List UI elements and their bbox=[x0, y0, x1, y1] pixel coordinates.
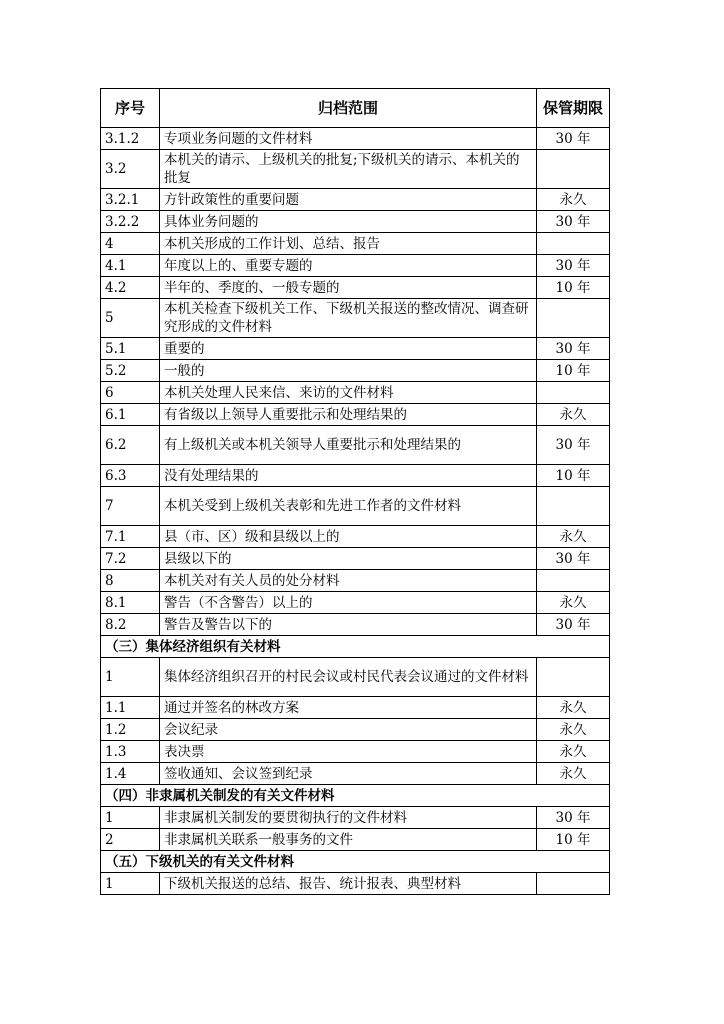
serial-number-cell: 1.2 bbox=[101, 719, 160, 741]
serial-number-cell: 2 bbox=[101, 829, 160, 851]
retention-cell: 30 年 bbox=[537, 128, 610, 150]
scope-cell: 具体业务问题的 bbox=[160, 211, 537, 233]
retention-cell bbox=[537, 487, 610, 526]
table-row bbox=[101, 592, 610, 614]
table-row bbox=[101, 548, 610, 570]
serial-number-cell: 1.1 bbox=[101, 697, 160, 719]
section-title: （五）下级机关的有关文件材料 bbox=[101, 851, 610, 873]
table-row bbox=[101, 807, 610, 829]
table-row bbox=[101, 741, 610, 763]
serial-number-cell: 5 bbox=[101, 299, 160, 338]
scope-cell: 本机关检查下级机关工作、下级机关报送的整改情况、调查研究形成的文件材料 bbox=[160, 299, 537, 338]
table-row bbox=[101, 873, 610, 895]
scope-cell: 表决票 bbox=[160, 741, 537, 763]
serial-number-cell: 1.3 bbox=[101, 741, 160, 763]
scope-cell: 签收通知、会议签到纪录 bbox=[160, 763, 537, 785]
scope-cell: 方针政策性的重要问题 bbox=[160, 189, 537, 211]
table-row bbox=[101, 658, 610, 697]
scope-cell: 警告（不含警告）以上的 bbox=[160, 592, 537, 614]
table-row bbox=[101, 382, 610, 404]
table-row bbox=[101, 526, 610, 548]
scope-cell: 专项业务问题的文件材料 bbox=[160, 128, 537, 150]
table-row bbox=[101, 255, 610, 277]
serial-number-cell: 1.4 bbox=[101, 763, 160, 785]
serial-number-cell: 6.1 bbox=[101, 404, 160, 426]
scope-cell: 本机关受到上级机关表彰和先进工作者的文件材料 bbox=[160, 487, 537, 526]
table-row bbox=[101, 211, 610, 233]
table-header-row bbox=[101, 89, 610, 128]
retention-cell: 10 年 bbox=[537, 465, 610, 487]
table-row bbox=[101, 150, 610, 189]
scope-cell: 县（市、区）级和县级以上的 bbox=[160, 526, 537, 548]
scope-cell: 下级机关报送的总结、报告、统计报表、典型材料 bbox=[160, 873, 537, 895]
retention-cell: 30 年 bbox=[537, 338, 610, 360]
scope-cell: 非隶属机关联系一般事务的文件 bbox=[160, 829, 537, 851]
retention-cell: 永久 bbox=[537, 404, 610, 426]
scope-cell: 通过并签名的林改方案 bbox=[160, 697, 537, 719]
retention-cell: 永久 bbox=[537, 526, 610, 548]
header-serial-number: 序号 bbox=[101, 89, 160, 128]
scope-cell: 集体经济组织召开的村民会议或村民代表会议通过的文件材料 bbox=[160, 658, 537, 697]
retention-cell bbox=[537, 299, 610, 338]
retention-cell: 永久 bbox=[537, 741, 610, 763]
table-row bbox=[101, 719, 610, 741]
retention-cell: 30 年 bbox=[537, 807, 610, 829]
serial-number-cell: 6.2 bbox=[101, 426, 160, 465]
table-row bbox=[101, 189, 610, 211]
retention-cell bbox=[537, 570, 610, 592]
serial-number-cell: 6 bbox=[101, 382, 160, 404]
retention-cell: 30 年 bbox=[537, 614, 610, 636]
table-row bbox=[101, 763, 610, 785]
table-row bbox=[101, 697, 610, 719]
table-row bbox=[101, 426, 610, 465]
retention-cell: 永久 bbox=[537, 697, 610, 719]
scope-cell: 非隶属机关制发的要贯彻执行的文件材料 bbox=[160, 807, 537, 829]
serial-number-cell: 3.1.2 bbox=[101, 128, 160, 150]
serial-number-cell: 1 bbox=[101, 873, 160, 895]
retention-cell: 永久 bbox=[537, 763, 610, 785]
scope-cell: 有上级机关或本机关领导人重要批示和处理结果的 bbox=[160, 426, 537, 465]
retention-cell: 30 年 bbox=[537, 211, 610, 233]
table-row bbox=[101, 233, 610, 255]
retention-cell bbox=[537, 382, 610, 404]
serial-number-cell: 3.2.1 bbox=[101, 189, 160, 211]
retention-cell bbox=[537, 873, 610, 895]
scope-cell: 半年的、季度的、一般专题的 bbox=[160, 277, 537, 299]
serial-number-cell: 8 bbox=[101, 570, 160, 592]
serial-number-cell: 7 bbox=[101, 487, 160, 526]
retention-cell bbox=[537, 658, 610, 697]
scope-cell: 有省级以上领导人重要批示和处理结果的 bbox=[160, 404, 537, 426]
serial-number-cell: 1 bbox=[101, 658, 160, 697]
scope-cell: 警告及警告以下的 bbox=[160, 614, 537, 636]
retention-cell: 30 年 bbox=[537, 255, 610, 277]
section-row bbox=[101, 636, 610, 658]
section-title: （四）非隶属机关制发的有关文件材料 bbox=[101, 785, 610, 807]
scope-cell: 重要的 bbox=[160, 338, 537, 360]
retention-cell bbox=[537, 233, 610, 255]
serial-number-cell: 8.1 bbox=[101, 592, 160, 614]
table-row bbox=[101, 299, 610, 338]
retention-cell: 10 年 bbox=[537, 829, 610, 851]
serial-number-cell: 4.2 bbox=[101, 277, 160, 299]
scope-cell: 没有处理结果的 bbox=[160, 465, 537, 487]
table-row bbox=[101, 570, 610, 592]
serial-number-cell: 1 bbox=[101, 807, 160, 829]
retention-cell: 永久 bbox=[537, 189, 610, 211]
header-retention-period: 保管期限 bbox=[537, 89, 610, 128]
section-title: （三）集体经济组织有关材料 bbox=[101, 636, 610, 658]
scope-cell: 一般的 bbox=[160, 360, 537, 382]
header-archive-scope: 归档范围 bbox=[160, 89, 537, 128]
table-row bbox=[101, 277, 610, 299]
section-row bbox=[101, 851, 610, 873]
scope-cell: 本机关处理人民来信、来访的文件材料 bbox=[160, 382, 537, 404]
archive-retention-table bbox=[100, 88, 610, 895]
scope-cell: 县级以下的 bbox=[160, 548, 537, 570]
scope-cell: 本机关的请示、上级机关的批复;下级机关的请示、本机关的批复 bbox=[160, 150, 537, 189]
scope-cell: 会议纪录 bbox=[160, 719, 537, 741]
serial-number-cell: 5.2 bbox=[101, 360, 160, 382]
table-row bbox=[101, 465, 610, 487]
retention-cell: 永久 bbox=[537, 592, 610, 614]
scope-cell: 本机关对有关人员的处分材料 bbox=[160, 570, 537, 592]
table-row bbox=[101, 829, 610, 851]
table-row bbox=[101, 338, 610, 360]
retention-cell: 10 年 bbox=[537, 360, 610, 382]
retention-cell: 30 年 bbox=[537, 548, 610, 570]
retention-cell: 10 年 bbox=[537, 277, 610, 299]
serial-number-cell: 3.2 bbox=[101, 150, 160, 189]
serial-number-cell: 4 bbox=[101, 233, 160, 255]
table-row bbox=[101, 487, 610, 526]
serial-number-cell: 7.2 bbox=[101, 548, 160, 570]
serial-number-cell: 6.3 bbox=[101, 465, 160, 487]
scope-cell: 年度以上的、重要专题的 bbox=[160, 255, 537, 277]
table-row bbox=[101, 128, 610, 150]
serial-number-cell: 8.2 bbox=[101, 614, 160, 636]
retention-cell: 永久 bbox=[537, 719, 610, 741]
serial-number-cell: 5.1 bbox=[101, 338, 160, 360]
table-body bbox=[101, 128, 610, 895]
section-row bbox=[101, 785, 610, 807]
table-row bbox=[101, 404, 610, 426]
retention-cell bbox=[537, 150, 610, 189]
serial-number-cell: 7.1 bbox=[101, 526, 160, 548]
serial-number-cell: 4.1 bbox=[101, 255, 160, 277]
table-row bbox=[101, 614, 610, 636]
serial-number-cell: 3.2.2 bbox=[101, 211, 160, 233]
scope-cell: 本机关形成的工作计划、总结、报告 bbox=[160, 233, 537, 255]
retention-cell: 30 年 bbox=[537, 426, 610, 465]
table-row bbox=[101, 360, 610, 382]
